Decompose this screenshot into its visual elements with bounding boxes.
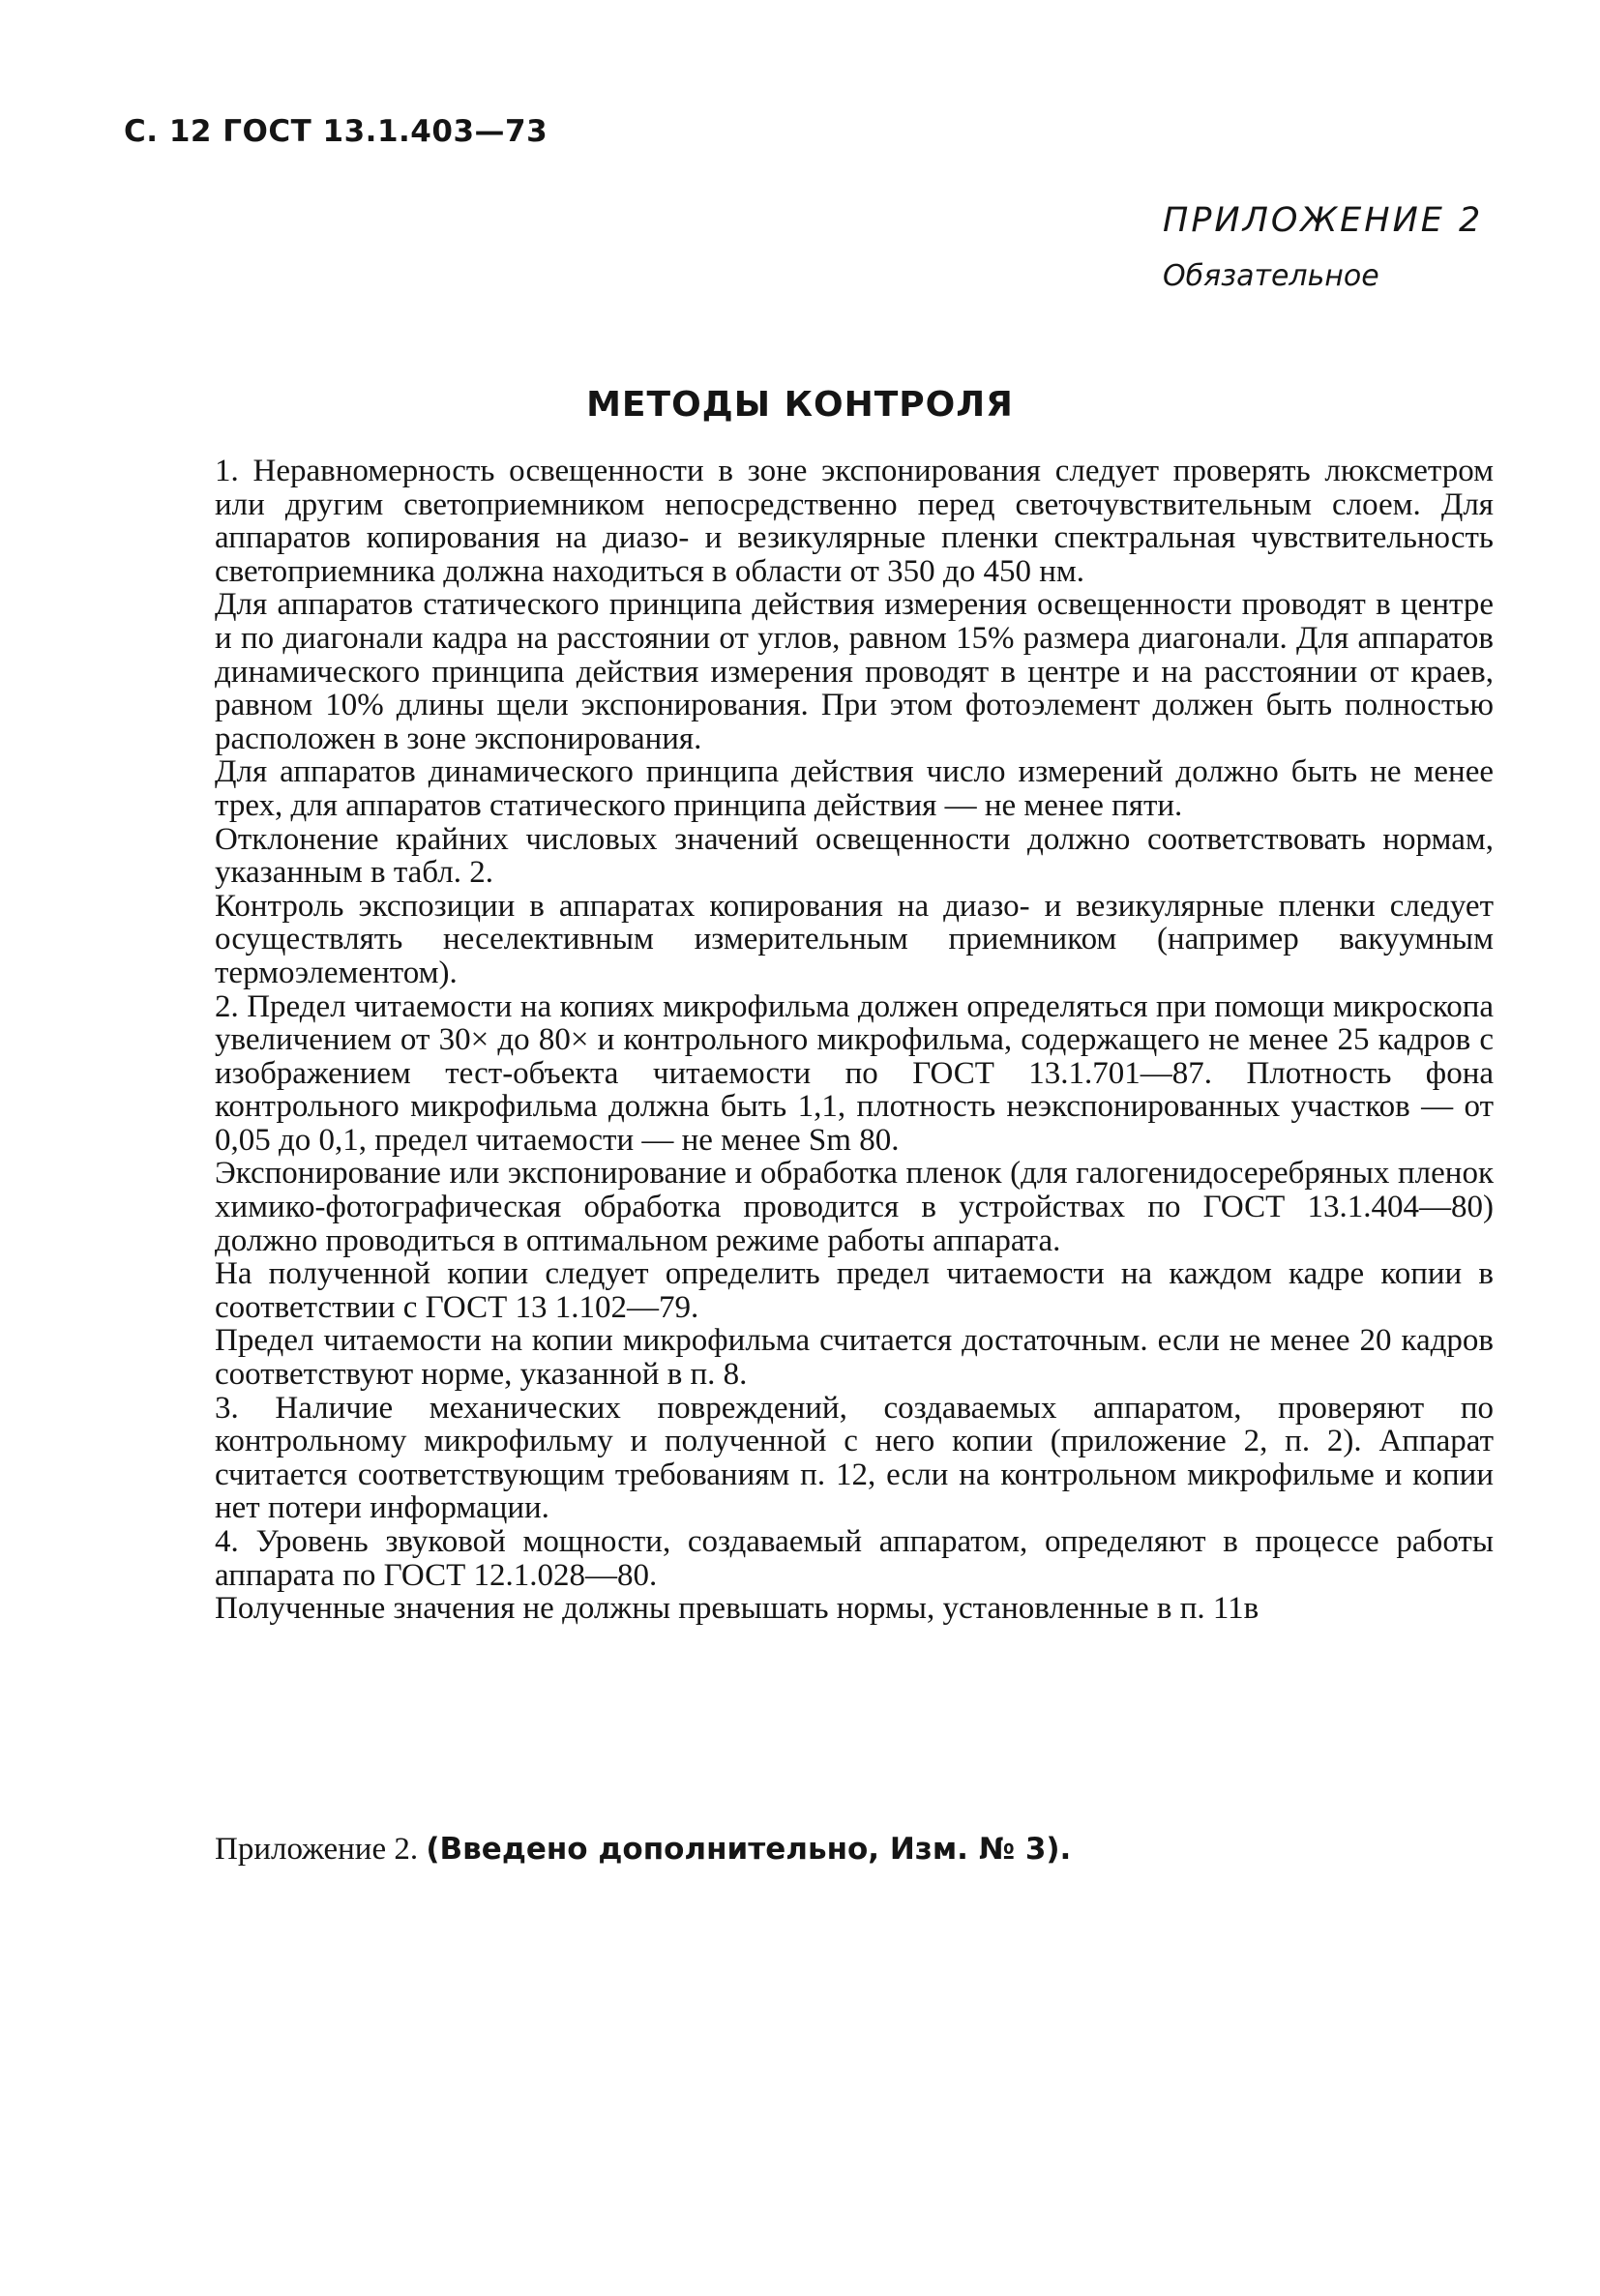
paragraph: Отклонение крайних числовых значений освещенности должно соответствовать нормам, указанным в табл. 2. <box>215 821 1494 891</box>
paragraph: 3. Наличие механических повреждений, создаваемых аппаратом, проверяют по контрольному микрофильму и полученной с него копии (приложение 2, п. 2). Аппарат считается соответствующим требованиям п. 12, если на контрольном микрофильме и копии нет потери информации. <box>215 1390 1494 1526</box>
paragraph: Полученные значения не должны превышать нормы, установленные в п. 11в <box>215 1591 1259 1627</box>
running-head: С. 12 ГОСТ 13.1.403—73 <box>124 114 548 149</box>
appendix-label: ПРИЛОЖЕНИЕ 2 <box>1163 201 1484 240</box>
section-title: МЕТОДЫ КОНТРОЛЯ <box>586 385 1014 425</box>
paragraph: Для аппаратов статического принципа действия измерения освещенности проводят в центре и по диагонали кадра на расстоянии от углов, равном 15% размера диагонали. Для аппаратов динамического принципа действия измерения проводят в центре и на расстоянии от краев, равном 10% длины щели экспонирования. При этом фотоэлемент должен быть полностью расположен в зоне экспонирования. <box>215 587 1494 756</box>
paragraph: Контроль экспозиции в аппаратах копирования на диазо- и везикулярные пленки следует осуществлять неселективным измерительным приемником (например вакуумным термоэлементом). <box>215 888 1494 990</box>
amendment-bold: (Введено дополнительно, Изм. № 3). <box>426 1832 1072 1867</box>
paragraph: Предел читаемости на копии микрофильма считается достаточным. если не менее 20 кадров соответствуют норме, указанной в п. 8. <box>215 1323 1494 1393</box>
paragraph: 2. Предел читаемости на копиях микрофильма должен определяться при помощи микроскопа увеличением от 30× до 80× и контрольного микрофильма, содержащего не менее 25 кадров с изображением тест-объекта читаемости по ГОСТ 13.1.701—87. Плотность фона контрольного микрофильма должна быть 1,1, плотность неэкспонированных участков — от 0,05 до 0,1, предел читаемости — не менее Sm 80. <box>215 988 1494 1158</box>
amendment-prefix: Приложение 2. <box>215 1832 419 1867</box>
paragraph: 4. Уровень звуковой мощности, создаваемый аппаратом, определяют в процессе работы аппарата по ГОСТ 12.1.028—80. <box>215 1524 1494 1593</box>
paragraph: На полученной копии следует определить предел читаемости на каждом кадре копии в соответствии с ГОСТ 13 1.102—79. <box>215 1256 1494 1325</box>
appendix-status: Обязательное <box>1163 259 1379 293</box>
paragraph: Для аппаратов динамического принципа действия число измерений должно быть не менее трех, для аппаратов статического принципа действия — не менее пяти. <box>215 754 1494 823</box>
amendment-note <box>215 1832 1071 1868</box>
paragraph: Экспонирование или экспонирование и обработка пленок (для галогенидосеребряных пленок химико-фотографическая обработка проводится в устройствах по ГОСТ 13.1.404—80) должно проводиться в оптимальном режиме работы аппарата. <box>215 1156 1494 1258</box>
paragraph: 1. Неравномерность освещенности в зоне экспонирования следует проверять люксметром или другим светоприемником непосредственно перед светочувствительным слоем. Для аппаратов копирования на диазо- и везикулярные пленки спектральная чувствительность светоприемника должна находиться в области от 350 до 450 нм. <box>215 454 1494 589</box>
body-text <box>215 455 1494 1626</box>
